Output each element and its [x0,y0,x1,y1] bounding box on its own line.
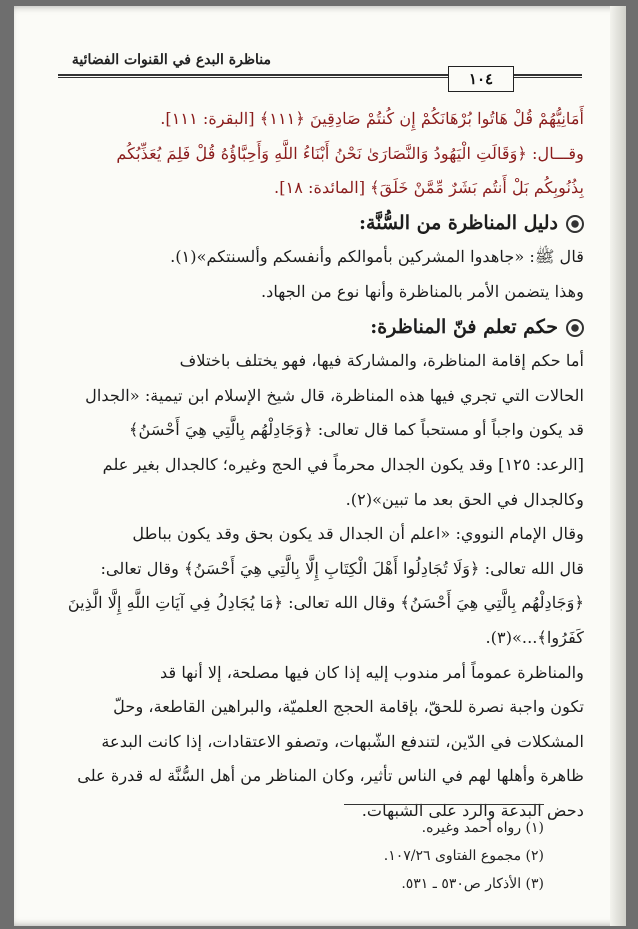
footnote-2: (٢) مجموع الفتاوى ١٠٧/٢٦. [383,848,544,864]
quran-line-3: بِذُنُوبِكُم بَلْ أَنتُم بَشَرٌ مِّمَّنْ خَلَقَ﴾ [المائدة: ١٨]. [274,178,584,198]
text-line-8: قد يكون واجباً أو مستحباً كما قال تعالى: ﴿وَجَادِلْهُم بِالَّتِي هِيَ أَحْسَنُ﴾ [129,420,584,440]
text-line-7: الحالات التي تجري فيها هذه المناظرة، قال شيخ الإسلام ابن تيمية: «الجدال [85,385,584,405]
running-header-title: مناظرة البدع في القنوات الفضائية [71,52,271,68]
quran-line-1: أَمَانِيُّهُمْ قُلْ هَاتُوا بُرْهَانَكُمْ إِن كُنتُمْ صَادِقِينَ ﴿١١١﴾ [البقرة: ١١١]. [160,109,584,128]
footnote-3: (٣) الأذكار ص٥٣٠ ـ ٥٣١. [401,876,544,892]
section-heading-ruling-text: حكم تعلم فنّ المناظرة: [370,315,558,338]
footnote-1: (١) رواه أحمد وغيره. [421,820,544,836]
text-line-17: المشكلات في الدّين، لتندفع الشّبهات، وتصفو الاعتقادات، إذا كانت البدعة [101,731,584,751]
text-line-14: كَفَرُوا﴾...»(٣). [485,627,584,647]
page-number: ١٠٤ [448,66,514,92]
text-line-19: دحض البدعة والرد على الشبهات. [361,800,584,820]
footnotes [384,814,544,898]
page-body [62,102,584,828]
section-heading-ruling [62,310,584,345]
page-spine [610,6,626,926]
text-line-6: أما حكم إقامة المناظرة، والمشاركة فيها، فهو يختلف باختلاف [179,351,584,371]
flower-bullet-icon [566,319,584,337]
section-heading-sunnah-text: دليل المناظرة من السُّنَّة: [359,211,558,234]
flower-bullet-icon [566,215,584,233]
text-line-12: قال الله تعالى: ﴿وَلَا تُجَادِلُوا أَهْلَ الْكِتَابِ إِلَّا بِالَّتِي هِيَ أَحْسَنُ﴾ وقال تعالى: [100,558,584,578]
text-line-11: وقال الإمام النووي: «اعلم أن الجدال قد يكون بحق وقد يكون بباطل [132,524,584,544]
section-heading-sunnah [62,206,584,241]
text-line-4: قال ﷺ: «جاهدوا المشركين بأموالكم وأنفسكم وألسنتكم»(١). [170,247,584,267]
footnote-rule [344,804,544,805]
text-line-15: والمناظرة عموماً أمر مندوب إليه إذا كان فيها مصلحة، إلا أنها قد [159,662,584,682]
text-line-5: وهذا يتضمن الأمر بالمناظرة وأنها نوع من الجهاد. [260,281,584,301]
text-line-16: تكون واجبة نصرة للحقّ، بإقامة الحجج العلميّة، والبراهين القاطعة، وحلّ [113,697,584,717]
text-line-10: وكالجدال في الحق بعد ما تبين»(٢). [345,489,584,509]
text-line-18: ظاهرة وأهلها لهم في الناس تأثير، وكان المناظر من أهل السُّنَّة له قدرة على [77,766,584,786]
text-line-9: [الرعد: ١٢٥] وقد يكون الجدال محرماً في الحج وغيره؛ كالجدال بغير علم [102,454,584,474]
quran-line-2: وقـــال: ﴿وَقَالَتِ الْيَهُودُ وَالنَّصَارَىٰ نَحْنُ أَبْنَاءُ اللَّهِ وَأَحِبَّاؤُهُ قُلْ فَلِمَ يُعَذِّبُكُم [116,143,584,163]
text-line-13: ﴿وَجَادِلْهُم بِالَّتِي هِيَ أَحْسَنُ﴾ وقال الله تعالى: ﴿مَا يُجَادِلُ فِي آيَاتِ اللَّهِ إِلَّا الَّذِينَ [67,593,584,613]
book-page [14,6,626,926]
